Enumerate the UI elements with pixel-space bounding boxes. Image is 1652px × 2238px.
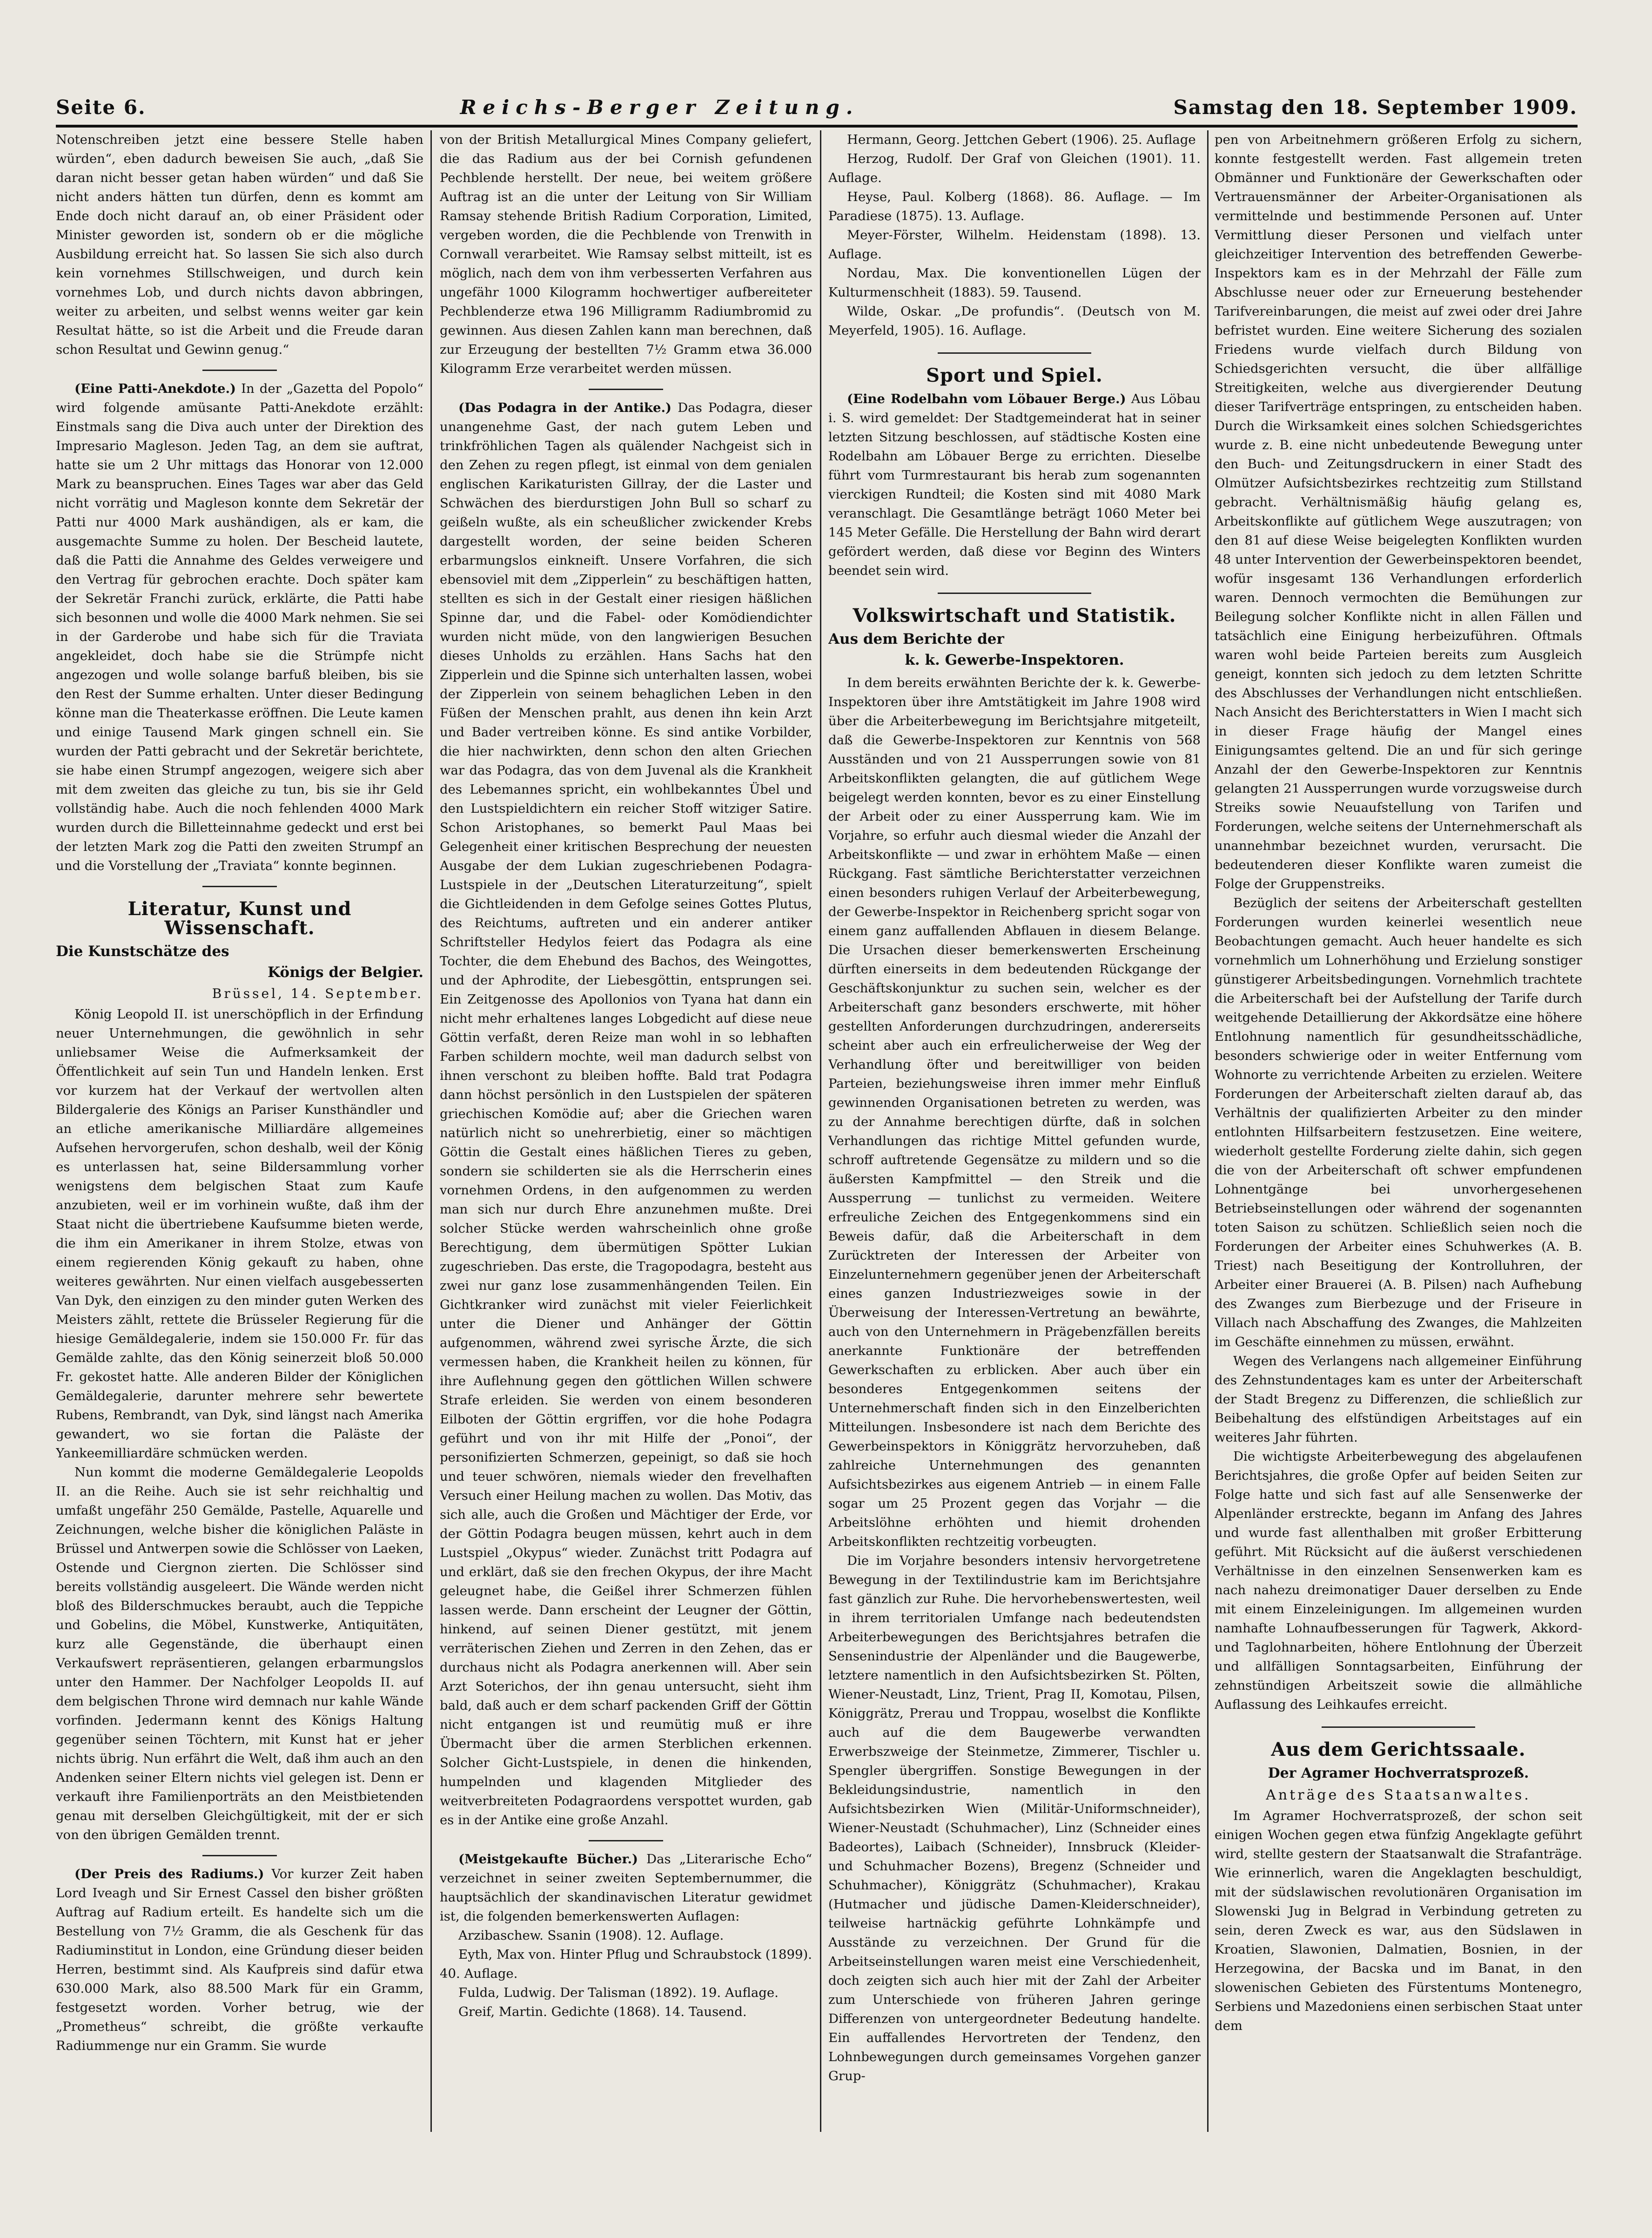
article-title: Die Kunstschätze des — [56, 943, 229, 960]
article-paragraph — [440, 398, 812, 1830]
book-entry: Hermann, Georg. Jettchen Gebert (1906). 25. Auflage — [847, 132, 1196, 147]
section-heading: Sport und Spiel. — [926, 364, 1103, 386]
article-text: Im Agramer Hochverratsprozeß, der schon seit einigen Wochen gegen etwa fünfzig Angeklagte geführt wird, stellte gestern der Staatsanwalt die Strafanträge. Wie erinnerlich, waren die Angeklagten beschuldigt, mit der südslawischen revolutionären Organisation im Slowenski Jug in Belgrad in Verbindung getreten zu sein, deren Zweck es war, aus den Südslawen in Kroatien, Slawonien, Dalmatien, Bosnien, in der Herzegowina, der Bacska und im Banat, in den slowenischen Gebieten des Fürstentums Montenegro, Serbiens und Mazedoniens einen serbischen Staat unter dem — [1215, 1808, 1582, 2033]
column-divider — [430, 130, 432, 2132]
article-subtitle: Anträge des Staatsanwaltes. — [1266, 1787, 1531, 1803]
book-entry: Meyer-Förster, Wilhelm. Heidenstam (1898). 13. Auflage. — [828, 228, 1201, 262]
article-text: Notenschreiben jetzt eine bessere Stelle haben würden“, eben dadurch beweisen Sie auch, „daß Sie daran nicht besser getan haben würden“ und daß Sie nicht anders hätten tun dürfen, denn es kommt am Ende doch nicht darauf an, ob einer Präsident oder Minister geworden ist, sondern ob er die mögliche Ausbildung erreicht hat. So lassen Sie sich also durch kein vornehmes Stillschweigen, und durch kein vornehmes Lob, und durch nichts davon abbringen, weiter zu arbeiten, und selbst wenns weiter gar kein Resultat hätte, so ist die Arbeit und die Freude daran schon Resultat und Gewinn genug.“ — [56, 132, 423, 357]
page-number: Seite 6. — [56, 95, 146, 119]
column-4 — [1215, 130, 1582, 2197]
book-entry: Arzibaschew. Ssanin (1908). 12. Auflage. — [458, 1928, 724, 1943]
book-entry: Nordau, Max. Die konventionellen Lügen der Kulturmenschheit (1883). 59. Tausend. — [828, 266, 1201, 300]
article-text: Das Podagra, dieser unangenehme Gast, der nach gutem Leben und trinkfröhlichen Tagen als quälender Nachgeist sich in den Zehen zu regen pflegt, ist einmal von dem genialen englischen Karikaturisten Gillray, der die Laster und Schwächen des bierdurstigen John Bull so scharf zu geißeln wußte, als ein scheußlicher zwickender Krebs dargestellt worden, der seine beiden Scheren erbarmungslos einkneift. Unsere Vorfahren, die sich ebensoviel mit dem „Zipperlein“ zu beschäftigen hatten, stellten es sich in der Gestalt einer riesigen häßlichen Spinne dar, und die Fabel- oder Komödiendichter wurden nicht müde, von den langwierigen Besuchen dieses Unholds zu erzählen. Hans Sachs hat den Zipperlein und die Spinne sich unterhalten lassen, wobei der Zipperlein von seinem behaglichen Leben in den Füßen der Menschen prahlt, aus denen ihn kein Arzt und Bader vertreiben könne. Es sind antike Vorbilder, die hier nachwirkten, denn schon den alten Griechen war das Podagra, das von dem Juvenal als die Krankheit des Lebemannes spricht, ein wohlbekanntes Übel und den Lustspieldichtern ein reicher Stoff witziger Satire. Schon Aristophanes, so bemerkt Paul Maas bei Gelegenheit einer kritischen Besprechung der neuesten Ausgabe der dem Lukian zugeschriebenen Podagra-Lustspiele in der „Deutschen Literaturzeitung“, spielt die Gichtleidenden in dem Gefolge seines Gottes Plutus, des Reichtums, auftreten und ein anderer antiker Schriftsteller Hedylos feiert das Podagra als eine Tochter, die dem Ehebund des Bachos, des Weingottes, und der Aphrodite, der Liebesgöttin, entsprungen sei. Ein Zeitgenosse des Apollonios von Tyana hat dann ein nicht mehr erhaltenes langes Lobgedicht auf diese neue Göttin verfaßt, deren Reize man wohl in so lebhaften Farben schildern mochte, weil man dadurch selbst von ihnen verschont zu bleiben hoffte. Bald trat Podagra dann höchst persönlich in den Lustspielen der späteren griechischen Komödie auf; aber die Griechen waren natürlich nicht so unehrerbietig, einer so mächtigen Göttin die Gestalt eines häßlichen Tieres zu geben, sondern sie schilderten sie als die Herrscherin eines vornehmen Ordens, in den aufgenommen zu werden man sich nur durch Ehre anzunehmen mußte. Drei solcher Stücke werden wahrscheinlich ohne große Berechtigung, dem übermütigen Spötter Lukian zugeschrieben. Das erste, die Tragopodagra, besteht aus zwei nur ganz lose zusammenhängenden Teilen. Ein Gichtkranker wird zunächst mit vieler Feierlichkeit unter die Diener und Anhänger der Göttin aufgenommen, während zwei syrische Ärzte, die sich vermessen haben, die Krankheit heilen zu können, für ihre Auflehnung gegen den göttlichen Willen schwere Strafe erleiden. Sie werden von einem besonderen Eilboten der Göttin ergriffen, vor die hohe Podagra geführt und von ihr mit Hilfe der „Ponoi“, der personifizierten Schmerzen, gepeinigt, so daß sie hoch und teuer schwören, niemals wieder den frevelhaften Versuch einer Heilung machen zu wollen. Das Motiv, das sich alle, auch die Großen und Mächtiger der Erde, vor der Göttin Podagra beugen müssen, kehrt auch in dem Lustspiel „Okypus“ wieder. Zunächst tritt Podagra auf und erklärt, daß sie den frechen Okypus, der ihre Macht geleugnet habe, die Geißel ihrer Schmerzen fühlen lassen werde. Dann erscheint der Leugner der Göttin, hinkend, auf seinen Diener gestützt, mit jenem verräterischen Ziehen und Zerren in den Zehen, das er durchaus nicht als Podagra anerkennen will. Aber sein Arzt Soterichos, der ihn genau untersucht, sieht ihm bald, daß auch er dem scharf packenden Griff der Göttin nicht entgangen ist und reumütig muß er ihre Übermacht über die armen Sterblichen erkennen. Solcher Gicht-Lustspiele, in denen die hinkenden, humpelnden und klagenden Mitglieder des weitverbreiteten Podagraordens verspottet wurden, gab es in der Antike eine große Anzahl. — [440, 400, 812, 1827]
article-paragraph — [828, 390, 1201, 580]
separator — [938, 593, 1091, 594]
rubric: (Der Preis des Radiums.) — [74, 1867, 264, 1881]
article-text: In dem bereits erwähnten Berichte der k. k. Gewerbe-Inspektoren über ihre Amtstätigkeit im Jahre 1908 wird über die Arbeiterbewegung im Berichtsjahre mitgeteilt, daß die Gewerbe-Inspektoren zur Kenntnis von 568 Ausständen und von 21 Aussperrungen sowie von 81 Arbeitskonflikten gelangten, die auf gütlichem Wege beigelegt werden konnten, bevor es zu einer Einstellung der Arbeit oder zu einer Aussperrung kam. Wie im Vorjahre, so erfuhr auch diesmal wieder die Anzahl der Arbeitskonflikte — und zwar in erhöhtem Maße — einen Rückgang. Fast sämtliche Berichterstatter verzeichnen einen besonders ruhigen Verlauf der Arbeiterbewegung, der Gewerbe-Inspektor in Reichenberg spricht sogar von einem ganz auffallenden Abflauen in diesem Belange. Die Ursachen dieser bemerkenswerten Erscheinung dürften einerseits in dem bedeutenden Rückgange der Geschäftskonjunktur zu suchen sein, welcher es der Arbeiterschaft ganz besonders erschwerte, mit höher gestellten Anforderungen durchzudringen, andererseits scheint aber auch ein erfreulicherweise der Weg der Verhandlung öfter und bereitwilliger von beiden Parteien, beziehungsweise ihren immer mehr Einfluß gewinnenden Organisationen betreten zu werden, was zu der Annahme berechtigen dürfte, daß in solchen Verhandlungen das richtige Mittel gefunden wurde, schroff auftretende Gegensätze zu mildern und so die äußersten Kampfmittel — den Streik und die Aussperrung — tunlichst zu vermeiden. Weitere erfreuliche Zeichen des Entgegenkommens sind ein Beweis dafür, daß die Arbeiterschaft in dem Zurücktreten der Interessen der Arbeiter von Einzelunternehmern gegenüber jenen der Arbeiterschaft eines ganzen Industriezweiges sowie in der Überweisung der Interessen-Vertretung an bewährte, auch von den Unternehmern in Prägebenzfällen bereits anerkannte Funktionäre der betreffenden Gewerkschaften zu erblicken. Aber auch über ein besonderes Entgegenkommen seitens der Unternehmerschaft finden sich in den Einzelberichten Mitteilungen. Insbesondere ist nach dem Berichte des Gewerbeinspektors in Königgrätz hervorzuheben, daß zahlreiche Unternehmungen des genannten Aufsichtsbezirkes aus eigenem Antrieb — in einem Falle sogar um 25 Prozent gegen das Vorjahr — die Arbeitslöhne erhöhten und hiemit drohenden Arbeitskonflikten rechtzeitig vorbeugten. — [828, 675, 1201, 1549]
article-title: Der Agramer Hochverratsprozeß. — [1268, 1765, 1529, 1781]
page-header — [56, 88, 1578, 126]
separator — [202, 370, 277, 371]
masthead: Reichs-Berger Zeitung. — [460, 95, 860, 119]
article-text: In der „Gazetta del Popolo“ wird folgende amüsante Patti-Anekdote erzählt: Einstmals sang die Diva auch unter der Direktion des Impresario Magleson. Jeden Tag, an dem sie auftrat, hatte sie um 2 Uhr mittags das Honorar von 12.000 Mark zu beanspruchen. Eines Tages war aber das Geld nicht vorrätig und Magleson konnte dem Sekretär der Patti nur 4000 Mark aushändigen, als er kam, die ausgemachte Summe zu holen. Der Bescheid lautete, daß die Patti die Annahme des Geldes verweigere und den Vertrag für gebrochen erachte. Doch später kam der Sekretär Franchi zurück, erklärte, die Patti habe sich besonnen und wolle die 4000 Mark nehmen. Sie sei in der Garderobe und habe sich für die Traviata angekleidet, doch habe sie die Strümpfe nicht angezogen und wolle solange barfuß bleiben, bis sie den Rest der Summe erhalten. Unter dieser Bedingung könne man die Theaterkasse eröffnen. Die Leute kamen und einige Tausend Mark gingen schnell ein. Sie wurden der Patti gebracht und der Sekretär berichtete, sie habe einen Strumpf angezogen, weigere sich aber mit dem zweiten das gleiche zu tun, bis sie ihr Geld vollständig habe. Auch die noch fehlenden 4000 Mark wurden durch die Billetteinnahme gedeckt und erst bei der letzten Mark zog die Patti den zweiten Strumpf an und die Vorstellung der „Traviata“ konnte beginnen. — [56, 381, 423, 873]
section-heading: Literatur, Kunst und Wissenschaft. — [128, 898, 352, 939]
article-text: Nun kommt die moderne Gemäldegalerie Leopolds II. an die Reihe. Auch sie ist sehr reichhaltig und umfaßt ungefähr 250 Gemälde, Pastelle, Aquarelle und Zeichnungen, welche bisher die königlichen Paläste in Brüssel und Antwerpen sowie die Schlösser von Laeken, Ostende und Ciergnon zierten. Die Schlösser sind bereits vollständig ausgeleert. Die Wände werden nicht bloß des Bilderschmuckes beraubt, auch die Teppiche und Gobelins, die Möbel, Kunstwerke, Antiquitäten, kurz alle Gegenstände, die überhaupt einen Verkaufswert repräsentieren, gelangen erbarmungslos unter den Hammer. Der Nachfolger Leopolds II. auf dem belgischen Throne wird demnach nur kahle Wände vorfinden. Jedermann kennt des Königs Haltung gegenüber seinen Töchtern, mit Kunst hat er jeher nichts übrig. Nun erfährt die Welt, daß ihm auch an den Andenken seiner Eltern nichts viel gelegen ist. Denn er verkauft ihre Familienporträts an den Meistbietenden genau mit derselben Gleichgültigkeit, mit der er sich von den übrigen Gemälden trennt. — [56, 1465, 423, 1842]
header-rule — [56, 125, 1578, 128]
article-text: Das „Literarische Echo“ verzeichnet in seiner zweiten Septembernummer, die hauptsächlich der skandinavischen Literatur gewidmet ist, die folgenden bemerkenswerten Auflagen: — [440, 1852, 812, 1924]
separator — [202, 1855, 277, 1856]
separator — [202, 886, 277, 887]
book-entry: Wilde, Oskar. „De profundis“. (Deutsch von M. Meyerfeld, 1905). 16. Auflage. — [828, 304, 1201, 338]
separator — [938, 352, 1091, 354]
column-divider — [1207, 130, 1209, 2132]
column-divider — [820, 130, 821, 2132]
article-text: Die wichtigste Arbeiterbewegung des abgelaufenen Berichtsjahres, die große Opfer auf beiden Seiten zur Folge hatte und sich fast auf alle Sensenwerke der Alpenländer erstreckte, begann im Anfang des Jahres und wurde fast allenthalben mit großer Erbitterung geführt. Mit Rücksicht auf die äußerst verschiedenen Verhältnisse in den einzelnen Sensenwerken kam es nach nahezu dreimonatiger Dauer derselben zu Ende mit einem Einzeleinigungen. Im allgemeinen wurden namhafte Lohnaufbesserungen für Tagwerk, Akkord- und Taglohnarbeiten, höhere Entlohnung der Überzeit und allfälligen Sonntagsarbeiten, Einführung der zehnstündigen Arbeitszeit sowie die allmähliche Auflassung des Leihkaufes erreicht. — [1215, 1449, 1582, 1712]
section-heading: Aus dem Gerichtssaale. — [1271, 1739, 1526, 1760]
article-paragraph — [440, 1850, 812, 1926]
dateline: Brüssel, 14. September. — [212, 986, 423, 1001]
article-title: k. k. Gewerbe-Inspektoren. — [905, 652, 1124, 668]
separator — [1322, 1726, 1475, 1728]
section-heading: Volkswirtschaft und Statistik. — [853, 605, 1176, 627]
book-entry: Greif, Martin. Gedichte (1868). 14. Tausend. — [458, 2004, 747, 2019]
article-paragraph — [56, 1865, 423, 2056]
separator — [589, 1840, 663, 1841]
article-title: Königs der Belgier. — [268, 964, 423, 981]
article-paragraph — [56, 379, 423, 876]
article-text: pen von Arbeitnehmern größeren Erfolg zu sichern, konnte festgestellt werden. Fast allgemein treten Obmänner und Funktionäre der Gewerkschaften oder Vertrauensmänner der Arbeiter-Organisationen als vermittelnde und bestimmende Personen auf. Unter Vermittlung dieser Personen und vielfach unter gleichzeitiger Intervention des betreffenden Gewerbe-Inspektors kam es in der Mehrzahl der Fälle zum Abschlusse neuer oder zur Erneuerung bestehender Tarifvereinbarungen, die meist auf zwei oder drei Jahre befristet wurden. Eine weitere Sicherung des sozialen Friedens wurde vielfach durch Bildung von Schiedsgerichten versucht, die über allfällige Streitigkeiten, welche aus divergierender Deutung dieser Tarifverträge entspringen, zu entscheiden haben. Durch die Wirksamkeit eines solchen Schiedsgerichtes wurde z. B. eine nicht unbedeutende Bewegung unter den Buch- und Zeitungsdruckern in einer Stadt des Olmützer Aufsichtsbezirkes rechtzeitig zum Stillstand gebracht. Verhältnismäßig häufig gelang es, Arbeitskonflikte auf gütlichem Wege auszutragen; von den 81 auf diese Weise beigelegten Konflikten wurden 48 unter Intervention der Gewerbeinspektoren beendet, wofür insgesamt 136 Verhandlungen erforderlich waren. Dennoch vermochten die Bemühungen zur Beilegung solcher Konflikte nicht in allen Fällen und tatsächlich eine Einigung herbeizuführen. Oftmals waren wohl beide Parteien bereits zum Ausgleich geneigt, konnten sich jedoch zu dem letzten Schritte des Abschlusses der Verhandlungen nicht entschließen. Nach Ansicht des Berichterstatters in Wien I macht sich in dieser Frage häufig der Mangel eines Einigungsamtes geltend. Die an und für sich geringe Anzahl der den Gewerbe-Inspektoren zur Kenntnis gelangten 21 Aussperrungen wurde vorzugsweise durch Streiks sowie Neuaufstellung von Tarifen und Forderungen, welche seitens der Unternehmerschaft als unannehmbar bezeichnet wurden, verursacht. Die bedeutenderen dieser Konflikte waren zumeist die Folge der Gruppenstreiks. — [1215, 132, 1582, 891]
article-text: von der British Metallurgical Mines Company geliefert, die das Radium aus der bei Cornish gefundenen Pechblende herstellt. Der neue, bei weitem größere Auftrag ist an die unter der Leitung von Sir William Ramsay stehende British Radium Corporation, Limited, vergeben worden, die die Pechblende von Trenwith in Cornwall verarbeitet. Wie Ramsay selbst mitteilt, ist es möglich, nach dem von ihm verbesserten Verfahren aus ungefähr 1000 Kilogramm hochwertiger aufbereiteter Pechblenderze etwa 196 Milligramm Radiumbromid zu gewinnen. Aus diesen Zahlen kann man berechnen, daß zur Erzeugung der bestellten 7½ Gramm etwa 36.000 Kilogramm Erze verarbeitet werden müssen. — [440, 132, 812, 376]
rubric: (Meistgekaufte Bücher.) — [458, 1852, 638, 1867]
column-2 — [440, 130, 812, 2197]
book-entry: Fulda, Ludwig. Der Talisman (1892). 19. Auflage. — [458, 1985, 779, 2000]
separator — [589, 389, 663, 390]
article-text: Die im Vorjahre besonders intensiv hervorgetretene Bewegung in der Textilindustrie kam im Berichtsjahre fast gänzlich zur Ruhe. Die hervorhebenswertesten, weil in ihrem territorialen Umfange nach bedeutendsten Arbeiterbewegungen des Berichtsjahres betrafen die Sensenindustrie der Alpenländer und die Baugewerbe, letztere namentlich in den Aufsichtsbezirken St. Pölten, Wiener-Neustadt, Linz, Trient, Prag II, Komotau, Pilsen, Königgrätz, Prerau und Troppau, woselbst die Konflikte auch auf die dem Baugewerbe verwandten Erwerbszweige der Steinmetze, Zimmerer, Tischler u. Spengler übergriffen. Sonstige Bewegungen in der Bekleidungsindustrie, namentlich in den Aufsichtsbezirken Wien (Militär-Uniformschneider), Wiener-Neustadt (Schuhmacher), Linz (Schneider eines Badeortes), Laibach (Schneider), Innsbruck (Kleider- und Schuhmacher Bozens), Bregenz (Schneider und Schuhmacher), Königgrätz (Schuhmacher), Krakau (Hutmacher und jüdische Damen-Kleiderschneider), teilweise hartnäckig geführte Lohnkämpfe und Ausstände zu verzeichnen. Der Grund für die Arbeitseinstellungen waren meist eine Verschiedenheit, doch zeigten sich auch hier mit der Zahl der Arbeiter zum Unterschiede von früheren Jahren geringe Differenzen von untergeordneter Bedeutung handelte. Ein auffallendes Hervortreten der Tendenz, den Lohnbewegungen durch gemeinsames Vorgehen ganzer Grup- — [828, 1553, 1201, 2083]
article-text: Bezüglich der seitens der Arbeiterschaft gestellten Forderungen wurden keinerlei wesentlich neue Beobachtungen gemacht. Auch heuer handelte es sich vornehmlich um Lohnerhöhung und Erzielung sonstiger günstigerer Arbeitsbedingungen. Vornehmlich trachtete die Arbeiterschaft bei der Aufstellung der Tarife durch weitgehende Detaillierung der Akkordsätze eine höhere Entlohnung namentlich für gesundheitsschädliche, besonders schwierige oder in weiter Entfernung vom Wohnorte zu verrichtende Arbeiten zu erzielen. Weitere Forderungen der Arbeiterschaft zielten darauf ab, das Verhältnis der qualifizierten Arbeiter zu den minder entlohnten Hilfsarbeitern festzusetzen. Eine weitere, wiederholt gestellte Forderung zielte dahin, sich gegen die von der Arbeiterschaft oft schwer empfundenen Lohnentgänge bei unvorhergesehenen Betriebseinstellungen oder während der sogenannten toten Saison zu schützen. Schließlich seien noch die Forderungen der Arbeiter eines Schuhwerkes (A. B. Triest) nach Beseitigung der Kontrolluhren, der Arbeiter einer Brauerei (A. B. Pilsen) nach Aufhebung des Zwanges zum Bierbezuge und der Friseure in Villach nach Abschaffung des Zwanges, die Mahlzeiten im Geschäfte einnehmen zu müssen, erwähnt. — [1215, 896, 1582, 1349]
book-entry: Herzog, Rudolf. Der Graf von Gleichen (1901). 11. Auflage. — [828, 151, 1201, 185]
article-text: König Leopold II. ist unerschöpflich in der Erfindung neuer Unternehmungen, die gewöhnlich in sehr unliebsamer Weise die Aufmerksamkeit der Öffentlichkeit auf sein Tun und Handeln lenken. Erst vor kurzem hat der Verkauf der wertvollen alten Bildergalerie des Königs an Pariser Kunsthändler und an etliche amerikanische Milliardäre allgemeines Aufsehen hervorgerufen, schon deshalb, weil der König es unterlassen hat, seine Bildersammlung vorher wenigstens dem belgischen Staat zum Kaufe anzubieten, weil er im vorhinein wußte, daß ihm der Staat nicht die übertriebene Kaufsumme bieten werde, die ihm ein Amerikaner in ihrem Stolze, etwas von einem regierenden König gekauft zu haben, ohne weiteres gewährten. Nur einen vielfach ausgebesserten Van Dyk, den einzigen zu den minder guten Werken des Meisters zählt, rettete die Brüsseler Regierung für die hiesige Gemäldegalerie, indem sie 150.000 Fr. für das Gemälde zahlte, das den König seinerzeit bloß 50.000 Fr. gekostet hatte. Alle anderen Bilder der Königlichen Gemäldegalerie, darunter mehrere sehr bewertete Rubens, Rembrandt, van Dyk, sind längst nach Amerika gewandert, wo sie fortan die Paläste der Yankeemilliardäre schmücken werden. — [56, 1007, 423, 1461]
rubric: (Eine Patti-Anekdote.) — [74, 381, 236, 396]
column-1 — [56, 130, 423, 2197]
article-text: Wegen des Verlangens nach allgemeiner Einführung des Zehnstundentages kam es unter der Arbeiterschaft der Stadt Bregenz zu Differenzen, die schließlich zur Beibehaltung des elfstündigen Arbeitstages auf ein weiteres Jahr führten. — [1215, 1354, 1582, 1445]
article-text: Vor kurzer Zeit haben Lord Iveagh und Sir Ernest Cassel den bisher größten Auftrag auf Radium erteilt. Es handelte sich um die Bestellung von 7½ Gramm, die als Geschenk für das Radiuminstitut in London, eine Gründung dieser beiden Herren, bestimmt sind. Als Kaufpreis sind dafür etwa 630.000 Mark, also 88.500 Mark für ein Gramm, festgesetzt worden. Vorher betrug, wie der „Prometheus“ schreibt, die größte verkaufte Radiummenge nur ein Gramm. Sie wurde — [56, 1867, 423, 2053]
rubric: (Eine Rodelbahn vom Löbauer Berge.) — [847, 391, 1126, 406]
book-entry: Eyth, Max von. Hinter Pflug und Schraubstock (1899). 40. Auflage. — [440, 1947, 812, 1981]
article-text: Aus Löbau i. S. wird gemeldet: Der Stadtgemeinderat hat in seiner letzten Sitzung beschlossen, auf städtische Kosten eine Rodelbahn am Löbauer Berge zu errichten. Dieselbe führt vom Turmrestaurant bis herab zum sogenannten vierckigen Rundteil; die Kosten sind mit 4080 Mark veranschlagt. Die Gesamtlänge beträgt 1060 Meter bei 145 Meter Gefälle. Die Herstellung der Bahn wird derart gefördert werden, daß diese vor Beginn des Winters beendet sein wird. — [828, 391, 1201, 578]
book-entry: Heyse, Paul. Kolberg (1868). 86. Auflage. — Im Paradiese (1875). 13. Auflage. — [828, 189, 1201, 223]
column-3 — [828, 130, 1201, 2197]
rubric: (Das Podagra in der Antike.) — [458, 400, 672, 415]
issue-date: Samstag den 18. September 1909. — [1173, 95, 1578, 119]
article-title: Aus dem Berichte der — [828, 631, 1004, 647]
